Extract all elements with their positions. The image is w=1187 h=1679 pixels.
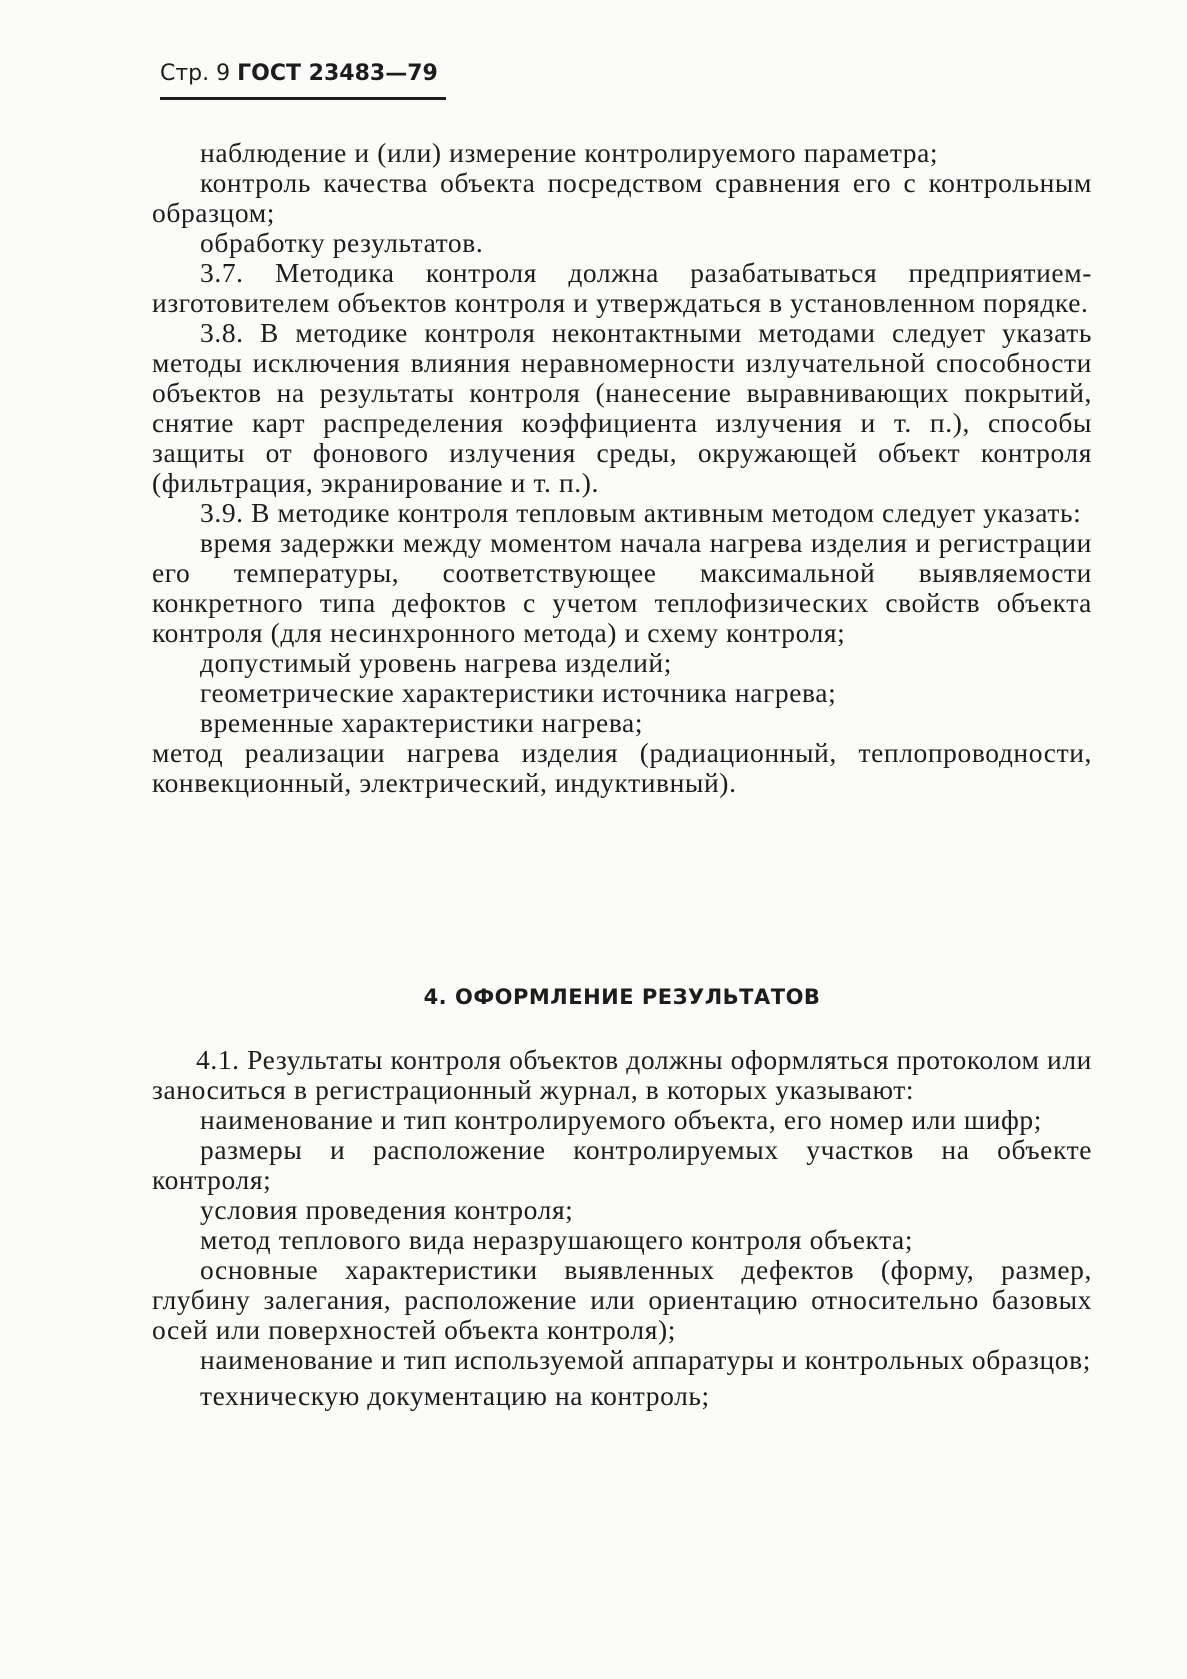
list-item: техническую документацию на контроль;: [200, 1380, 710, 1411]
section-4-heading: 4. ОФОРМЛЕНИЕ РЕЗУЛЬТАТОВ: [423, 985, 821, 1009]
list-item: условия проведения контроля;: [200, 1194, 574, 1225]
document-code: ГОСТ 23483—79: [237, 61, 438, 86]
page-number: Стр. 9: [160, 61, 231, 86]
clause-3-8: 3.8. В методике контроля неконтактными методами следует указать методы исключения влияния неравномерности излучательной способности объектов на результаты контроля (нанесение выравнивающих покрытий, снятие карт распределения коэффициента излучения и т. п.), способы защиты от фонового излучения среды, окружающей объект контроля (фильтрация, экранирование и т. п.).: [152, 317, 1092, 498]
section-4-body: [152, 1045, 1092, 1411]
list-item: наименование и тип используемой аппаратуры и контрольных образцов;: [200, 1344, 1091, 1375]
list-item: основные характеристики выявленных дефектов (форму, размер, глубину залегания, расположение или ориентацию относительно базовых осей или поверхностей объекта контроля);: [152, 1254, 1092, 1345]
clause-3-7: 3.7. Методика контроля должна разабатываться предприятием-изготовителем объектов контроля и утверждаться в установленном порядке.: [152, 257, 1092, 318]
clause-4-1: 4.1. Результаты контроля объектов должны оформляться протоколом или заноситься в регистрационный журнал, в которых указывают:: [152, 1044, 1092, 1105]
list-item: метод теплового вида неразрушающего контроля объекта;: [200, 1224, 914, 1255]
list-item: метод реализации нагрева изделия (радиационный, теплопроводности, конвекционный, электрический, индуктивный).: [152, 737, 1092, 798]
list-item: наблюдение и (или) измерение контролируемого параметра;: [200, 137, 939, 168]
section-3-continuation: [152, 138, 1092, 798]
list-item: контроль качества объекта посредством сравнения его с контрольным образцом;: [152, 167, 1092, 228]
list-item: геометрические характеристики источника нагрева;: [200, 677, 837, 708]
clause-3-9: 3.9. В методике контроля тепловым активным методом следует указать:: [200, 497, 1082, 528]
page-header: [160, 60, 446, 100]
list-item: время задержки между моментом начала нагрева изделия и регистрации его температуры, соответствующее максимальной выявляемости конкретного типа дефоктов с учетом теплофизических свойств объекта контроля (для несинхронного метода) и схему контроля;: [152, 527, 1092, 648]
list-item: временные характеристики нагрева;: [200, 707, 644, 738]
list-item: допустимый уровень нагрева изделий;: [200, 647, 672, 678]
list-item: размеры и расположение контролируемых участков на объекте контроля;: [152, 1134, 1092, 1195]
list-item: наименование и тип контролируемого объекта, его номер или шифр;: [200, 1104, 1043, 1135]
list-item: обработку результатов.: [200, 227, 484, 258]
